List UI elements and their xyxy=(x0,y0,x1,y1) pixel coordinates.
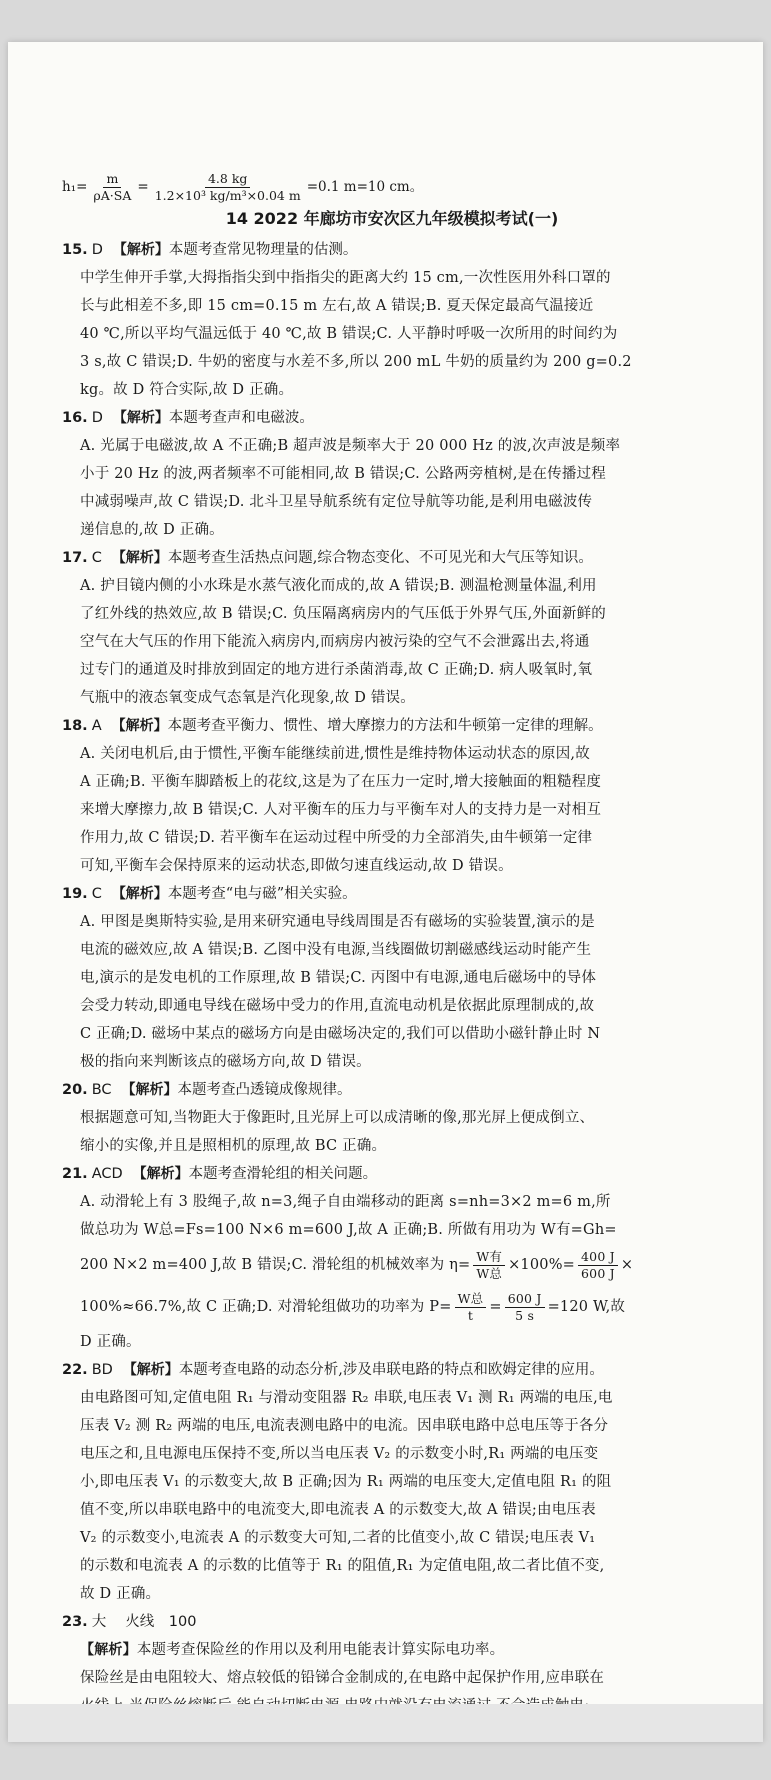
fraction-numerator: m xyxy=(103,171,121,188)
efficiency-value-fraction xyxy=(578,1249,618,1282)
analysis-tag: 【解析】 xyxy=(111,718,168,734)
question-number: 16. xyxy=(62,410,88,426)
explanation-line: A. 动滑轮上有 3 股绳子,故 n=3,绳子自由端移动的距离 s=nh=3×2 m=6 m,所 xyxy=(80,1194,611,1210)
question-number: 23. xyxy=(62,1614,88,1630)
question-header xyxy=(62,236,722,264)
explanation-line: 小,即电压表 V₁ 的示数变大,故 B 正确;因为 R₁ 两端的电压变大,定值电阻 R₁ 的阻 xyxy=(80,1474,612,1490)
explanation-line: 故 D 正确。 xyxy=(80,1586,161,1602)
explanation-text: ×100%= xyxy=(508,1257,576,1273)
question-20 xyxy=(62,1076,722,1160)
question-summary: 本题考查凸透镜成像规律。 xyxy=(177,1082,352,1098)
efficiency-formula-line xyxy=(80,1244,722,1286)
power-fraction xyxy=(455,1291,487,1324)
explanation-line: A. 护目镜内侧的小水珠是水蒸气液化而成的,故 A 错误;B. 测温枪测量体温,利用 xyxy=(80,578,597,594)
question-answer: C xyxy=(91,550,102,566)
question-explanation xyxy=(62,1384,722,1608)
question-header xyxy=(62,1076,722,1104)
question-22 xyxy=(62,1356,722,1608)
explanation-line: 3 s,故 C 错误;D. 牛奶的密度与水差不多,所以 200 mL 牛奶的质量约为 200 g=0.2 xyxy=(80,354,632,370)
explanation-line: 来增大摩擦力,故 B 错误;C. 人对平衡车的压力与平衡车对人的支持力是一对相互 xyxy=(80,802,602,818)
explanation-line: 小于 20 Hz 的波,两者频率不可能相同,故 B 错误;C. 公路两旁植树,是在传播过程 xyxy=(80,466,606,482)
analysis-tag: 【解析】 xyxy=(122,1362,179,1378)
question-header xyxy=(62,1160,722,1188)
question-header xyxy=(62,1356,722,1384)
question-explanation xyxy=(62,432,722,544)
analysis-tag: 【解析】 xyxy=(111,886,168,902)
question-summary: 本题考查滑轮组的相关问题。 xyxy=(188,1166,378,1182)
page-bottom-shadow xyxy=(8,1704,763,1742)
explanation-text: 200 N×2 m=400 J,故 B 错误;C. 滑轮组的机械效率为 η= xyxy=(80,1257,471,1273)
explanation-line: 可知,平衡车会保持原来的运动状态,即做匀速直线运动,故 D 错误。 xyxy=(80,858,513,874)
explanation-line: V₂ 的示数变小,电流表 A 的示数变大可知,二者的比值变小,故 C 错误;电压表 V₁ xyxy=(80,1530,596,1546)
fraction-denominator: W总 xyxy=(476,1265,503,1281)
analysis-tag: 【解析】 xyxy=(80,1642,137,1658)
formula-rhs: =0.1 m=10 cm。 xyxy=(306,179,424,195)
explanation-line: 空气在大气压的作用下能流入病房内,而病房内被污染的空气不会泄露出去,将通 xyxy=(80,634,590,650)
explanation-line: 的示数和电流表 A 的示数的比值等于 R₁ 的阻值,R₁ 为定值电阻,故二者比值不变, xyxy=(80,1558,605,1574)
explanation-line: 值不变,所以串联电路中的电流变大,即电流表 A 的示数变大,故 A 错误;由电压表 xyxy=(80,1502,596,1518)
explanation-line: 根据题意可知,当物距大于像距时,且光屏上可以成清晰的像,那光屏上便成倒立、 xyxy=(80,1110,595,1126)
fraction-denominator: 5 s xyxy=(515,1307,535,1323)
question-header xyxy=(62,880,722,908)
question-summary: 本题考查“电与磁”相关实验。 xyxy=(167,886,357,902)
question-17 xyxy=(62,544,722,712)
question-header xyxy=(62,544,722,572)
question-18 xyxy=(62,712,722,880)
analysis-tag: 【解析】 xyxy=(112,242,169,258)
question-answer: A xyxy=(91,718,102,734)
explanation-line: 了红外线的热效应,故 B 错误;C. 负压隔离病房内的气压低于外界气压,外面新鲜的 xyxy=(80,606,606,622)
question-answer: C xyxy=(91,886,102,902)
analysis-tag: 【解析】 xyxy=(112,410,169,426)
fraction-numerator: 600 J xyxy=(505,1291,545,1308)
question-summary: 本题考查常见物理量的估测。 xyxy=(168,242,358,258)
explanation-text: = xyxy=(489,1299,502,1315)
explanation-line: 电,演示的是发电机的工作原理,故 B 错误;C. 丙图中有电源,通电后磁场中的导体 xyxy=(80,970,597,986)
question-number: 18. xyxy=(62,718,88,734)
question-19 xyxy=(62,880,722,1076)
explanation-line: 气瓶中的液态氧变成气态氧是汽化现象,故 D 错误。 xyxy=(80,690,415,706)
fraction-numerator: 4.8 kg xyxy=(205,171,250,188)
analysis-tag: 【解析】 xyxy=(132,1166,189,1182)
question-summary: 本题考查保险丝的作用以及利用电能表计算实际电功率。 xyxy=(136,1642,505,1658)
power-value-fraction xyxy=(505,1291,545,1324)
explanation-line: 40 ℃,所以平均气温远低于 40 ℃,故 B 错误;C. 人平静时呼吸一次所用的时间约为 xyxy=(80,326,618,342)
document-page xyxy=(8,42,763,1742)
section-title: 14 2022 年廊坊市安次区九年级模拟考试(一) xyxy=(225,209,559,228)
question-answer: BC xyxy=(91,1082,112,1098)
explanation-line: 递信息的,故 D 正确。 xyxy=(80,522,224,538)
explanation-line: 中减弱噪声,故 C 错误;D. 北斗卫星导航系统有定位导航等功能,是利用电磁波传 xyxy=(80,494,593,510)
explanation-line: kg。故 D 符合实际,故 D 正确。 xyxy=(80,382,294,398)
explanation-line: 电流的磁效应,故 A 错误;B. 乙图中没有电源,当线圈做切割磁感线运动时能产生 xyxy=(80,942,592,958)
explanation-summary-line xyxy=(80,1636,722,1664)
explanation-line: A. 关闭电机后,由于惯性,平衡车能继续前进,惯性是维持物体运动状态的原因,故 xyxy=(80,746,590,762)
question-explanation xyxy=(62,908,722,1076)
analysis-tag: 【解析】 xyxy=(121,1082,178,1098)
question-number: 15. xyxy=(62,242,88,258)
question-answer: BD xyxy=(91,1362,113,1378)
explanation-line: A. 光属于电磁波,故 A 不正确;B 超声波是频率大于 20 000 Hz 的波,次声波是频率 xyxy=(80,438,621,454)
question-explanation xyxy=(62,264,722,404)
question-21 xyxy=(62,1160,722,1356)
explanation-text: × xyxy=(620,1257,634,1273)
explanation-line: 保险丝是由电阻较大、熔点较低的铅锑合金制成的,在电路中起保护作用,应串联在 xyxy=(80,1670,605,1686)
fraction-numerator: W总 xyxy=(455,1291,487,1308)
explanation-line: 长与此相差不多,即 15 cm=0.15 m 左右,故 A 错误;B. 夏天保定最高气温接近 xyxy=(80,298,594,314)
efficiency-fraction xyxy=(473,1249,505,1282)
question-summary: 本题考查电路的动态分析,涉及串联电路的特点和欧姆定律的应用。 xyxy=(178,1362,604,1378)
question-number: 21. xyxy=(62,1166,88,1182)
answer-content xyxy=(62,170,722,1720)
explanation-line: 压表 V₂ 测 R₂ 两端的电压,电流表测电路中的电流。因串联电路中总电压等于各分 xyxy=(80,1418,609,1434)
explanation-line: 极的指向来判断该点的磁场方向,故 D 错误。 xyxy=(80,1054,371,1070)
fraction-numerator: W有 xyxy=(473,1249,505,1266)
power-formula-line xyxy=(80,1286,722,1328)
question-header xyxy=(62,1608,722,1636)
explanation-line: 由电路图可知,定值电阻 R₁ 与滑动变阻器 R₂ 串联,电压表 V₁ 测 R₁ 两端的电压,电 xyxy=(80,1390,613,1406)
question-explanation xyxy=(62,1104,722,1160)
explanation-line: C 正确;D. 磁场中某点的磁场方向是由磁场决定的,我们可以借助小磁针静止时 N xyxy=(80,1026,601,1042)
fraction-denominator: 1.2×10³ kg/m³×0.04 m xyxy=(154,187,301,203)
explanation-line: 会受力转动,即通电导线在磁场中受力的作用,直流电动机是依据此原理制成的,故 xyxy=(80,998,595,1014)
question-15 xyxy=(62,236,722,404)
explanation-line: A 正确;B. 平衡车脚踏板上的花纹,这是为了在压力一定时,增大接触面的粗糙程度 xyxy=(80,774,602,790)
question-header xyxy=(62,712,722,740)
explanation-text: 100%≈66.7%,故 C 正确;D. 对滑轮组做功的功率为 P= xyxy=(80,1299,452,1315)
formula-equals: = xyxy=(137,179,149,195)
formula-fraction-2 xyxy=(152,171,304,204)
fraction-denominator: t xyxy=(467,1307,474,1323)
question-number: 20. xyxy=(62,1082,88,1098)
explanation-line: 缩小的实像,并且是照相机的原理,故 BC 正确。 xyxy=(80,1138,387,1154)
question-number: 17. xyxy=(62,550,88,566)
question-summary: 本题考查平衡力、惯性、增大摩擦力的方法和牛顿第一定律的理解。 xyxy=(167,718,603,734)
question-answer: D xyxy=(91,410,103,426)
explanation-line: 中学生伸开手掌,大拇指指尖到中指指尖的距离大约 15 cm,一次性医用外科口罩的 xyxy=(80,270,611,286)
question-explanation xyxy=(62,1188,722,1356)
formula-lhs: h₁= xyxy=(62,179,88,195)
explanation-line: 做总功为 W总=Fs=100 N×6 m=600 J,故 A 正确;B. 所做有用功为 W有=Gh= xyxy=(80,1222,617,1238)
question-explanation xyxy=(62,572,722,712)
question-summary: 本题考查生活热点问题,综合物态变化、不可见光和大气压等知识。 xyxy=(167,550,593,566)
explanation-line: A. 甲图是奥斯特实验,是用来研究通电导线周围是否有磁场的实验装置,演示的是 xyxy=(80,914,596,930)
top-formula xyxy=(62,170,722,204)
explanation-line: D 正确。 xyxy=(80,1334,141,1350)
question-header xyxy=(62,404,722,432)
fraction-denominator: ρA·SA xyxy=(93,187,132,203)
explanation-line: 作用力,故 C 错误;D. 若平衡车在运动过程中所受的力全部消失,由牛顿第一定律 xyxy=(80,830,593,846)
fraction-numerator: 400 J xyxy=(578,1249,618,1266)
fraction-denominator: 600 J xyxy=(581,1265,615,1281)
question-16 xyxy=(62,404,722,544)
explanation-line: 电压之和,且电源电压保持不变,所以当电压表 V₂ 的示数变小时,R₁ 两端的电压变 xyxy=(80,1446,599,1462)
explanation-line: 过专门的通道及时排放到固定的地方进行杀菌消毒,故 C 正确;D. 病人吸氧时,氧 xyxy=(80,662,593,678)
formula-fraction-1 xyxy=(90,171,134,204)
question-number: 19. xyxy=(62,886,88,902)
analysis-tag: 【解析】 xyxy=(111,550,168,566)
explanation-text: =120 W,故 xyxy=(547,1299,626,1315)
question-number: 22. xyxy=(62,1362,88,1378)
question-answer: ACD xyxy=(91,1166,123,1182)
question-answer: D xyxy=(91,242,103,258)
question-answer: 大 火线 100 xyxy=(91,1614,197,1630)
question-summary: 本题考查声和电磁波。 xyxy=(168,410,314,426)
question-explanation xyxy=(62,740,722,880)
